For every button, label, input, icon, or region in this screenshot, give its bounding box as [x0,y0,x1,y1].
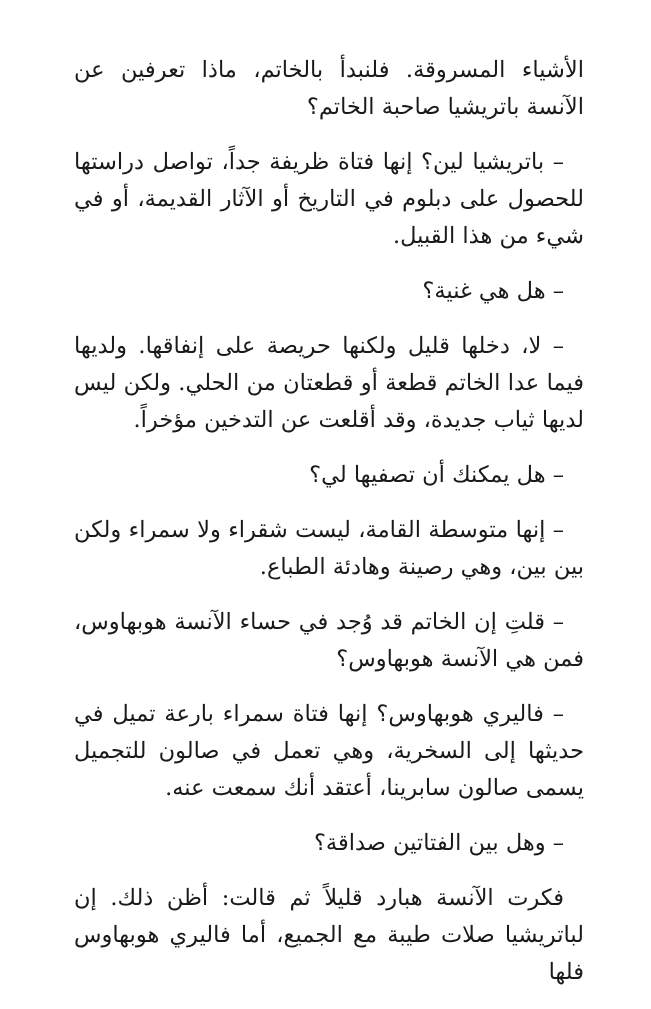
book-page [74,52,584,1009]
paragraph-valerie: – فاليري هوبهاوس؟ إنها فتاة سمراء بارعة تميل في حديثها إلى السخرية، وهي تعمل في صالون للتجميل يسمى صالون سابرينا، أعتقد أنك سمعت عنه. [74,701,584,801]
paragraph-friendship-question: – وهل بين الفتاتين صداقة؟ [313,830,564,856]
paragraph-hubbard-reply: فكرت الآنسة هبارد قليلاً ثم قالت: أظن ذلك. إن لباتريشيا صلات طيبة مع الجميع، أما فاليري هوبهاوس فلها [74,885,584,985]
paragraph-patricia-description: – باتريشيا لين؟ إنها فتاة ظريفة جداً، تواصل دراستها للحصول على دبلوم في التاريخ أو الآثار القديمة، أو في شيء من هذا القبيل. [74,149,584,249]
paragraph-ring-in-soup: – قلتِ إن الخاتم قد وُجد في حساء الآنسة هوبهاوس، فمن هي الآنسة هوبهاوس؟ [74,609,584,672]
paragraph-appearance: – إنها متوسطة القامة، ليست شقراء ولا سمراء ولكن بين بين، وهي رصينة وهادئة الطباع. [74,517,584,580]
paragraph-is-she-rich: – هل هي غنية؟ [422,278,564,304]
paragraph-describe-her: – هل يمكنك أن تصفيها لي؟ [309,462,564,488]
paragraph-continuation: الأشياء المسروقة. فلنبدأ بالخاتم، ماذا تعرفين عن الآنسة باتريشيا صاحبة الخاتم؟ [74,57,584,120]
paragraph-income: – لا، دخلها قليل ولكنها حريصة على إنفاقها. ولديها فيما عدا الخاتم قطعة أو قطعتان من الحلي. ولكن ليس لديها ثياب جديدة، وقد أقلعت عن التدخين مؤخراً. [74,333,584,433]
